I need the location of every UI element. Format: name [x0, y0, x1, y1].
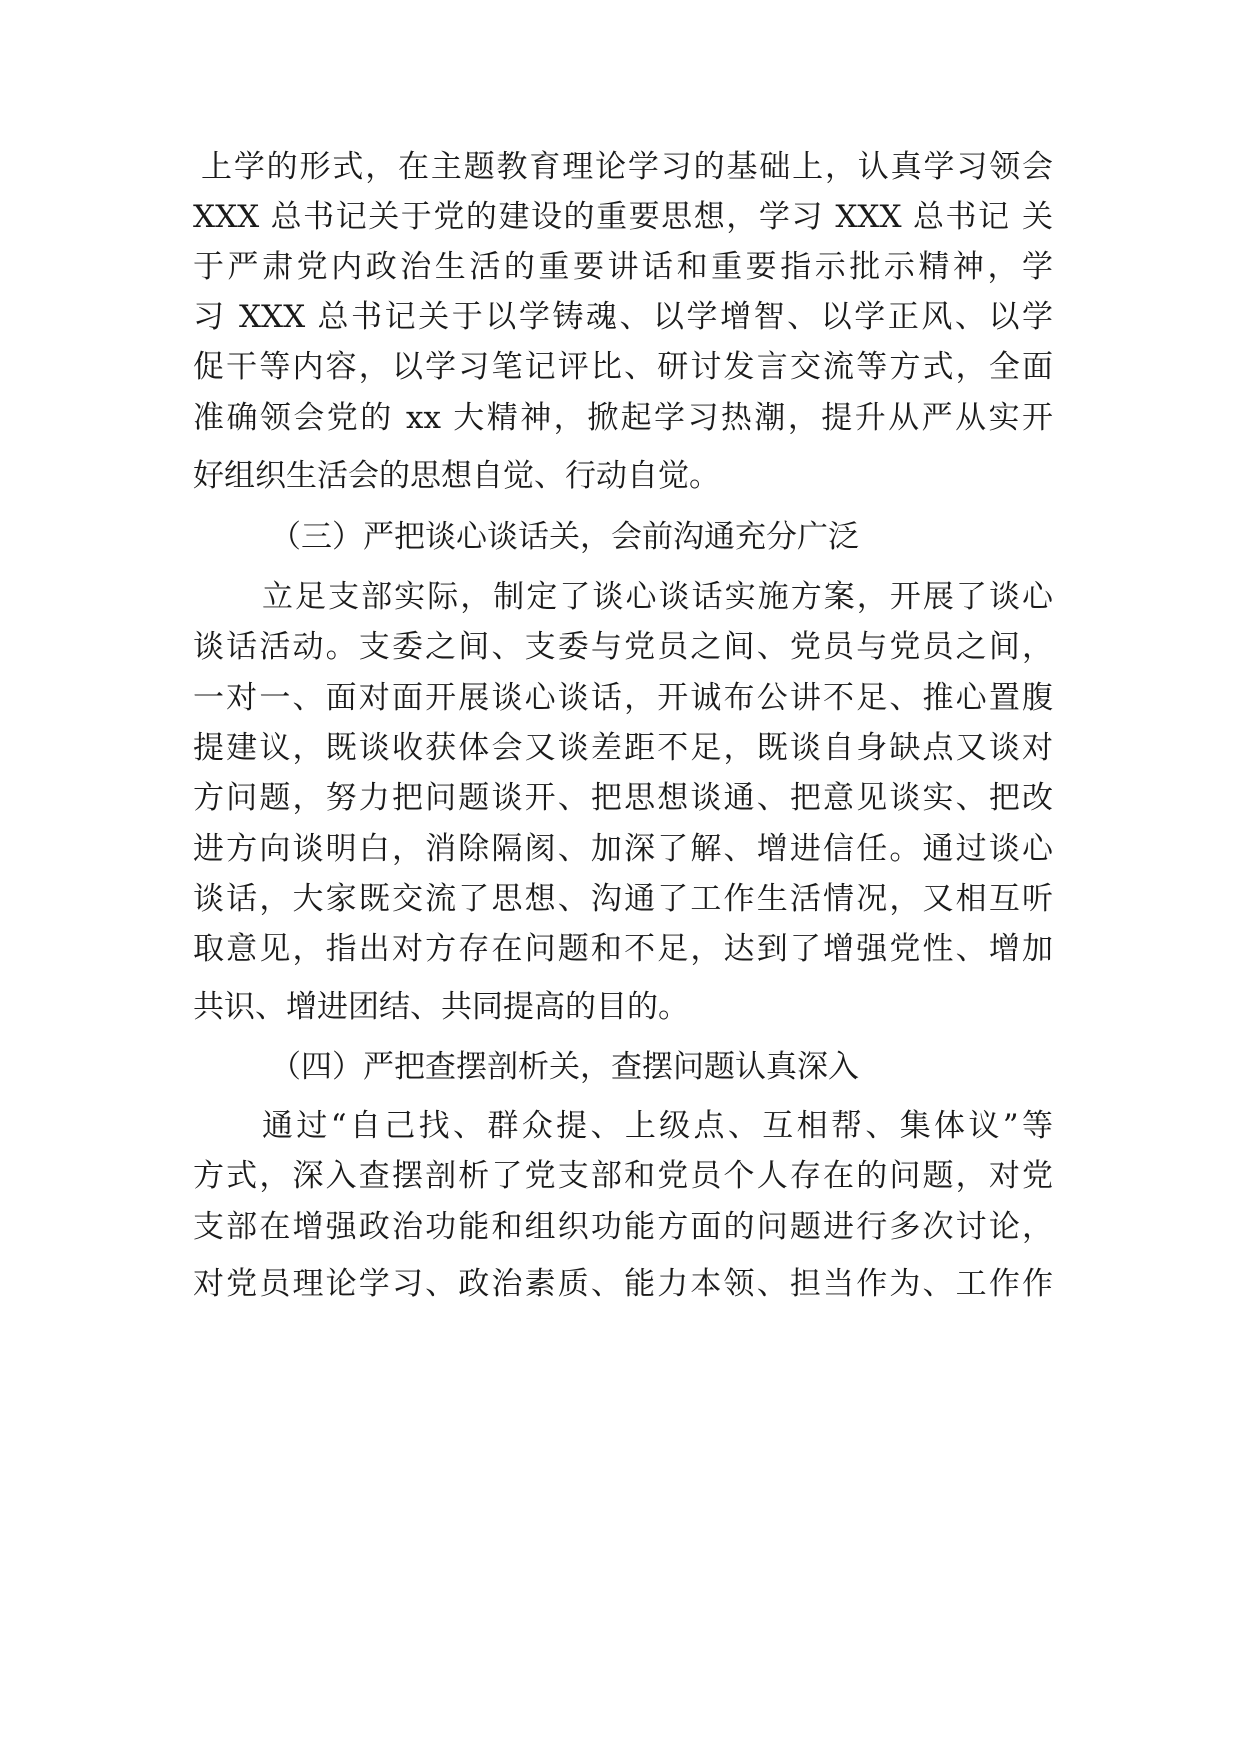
paragraph-1-line-6: 准确领会党的 xx 大精神，掀起学习热潮，提升从严从实开: [193, 400, 1053, 436]
paragraph-1-line-4: 习 XXX 总书记关于以学铸魂、以学增智、以学正风、以学: [193, 299, 1053, 335]
section-heading-3: （三）严把谈心谈话关，会前沟通充分广泛: [270, 519, 859, 555]
paragraph-2-line-2: 谈话活动。支委之间、支委与党员之间、党员与党员之间，: [193, 629, 1053, 665]
paragraph-2-line-1: 立足支部实际，制定了谈心谈话实施方案，开展了谈心: [262, 579, 1053, 615]
paragraph-3-line-1: 通过“自己找、群众提、上级点、互相帮、集体议”等: [262, 1108, 1053, 1144]
paragraph-3-line-4: 对党员理论学习、政治素质、能力本领、担当作为、工作作: [193, 1266, 1053, 1302]
paragraph-2-line-4: 提建议，既谈收获体会又谈差距不足，既谈自身缺点又谈对: [193, 730, 1053, 766]
paragraph-1-line-3: 于严肃党内政治生活的重要讲话和重要指示批示精神，学: [193, 249, 1053, 285]
paragraph-1-line-1: 上学的形式，在主题教育理论学习的基础上，认真学习领会: [201, 149, 1053, 185]
paragraph-2-line-5: 方问题，努力把问题谈开、把思想谈通、把意见谈实、把改: [193, 780, 1053, 816]
paragraph-2-line-7: 谈话，大家既交流了思想、沟通了工作生活情况，又相互听: [193, 881, 1053, 917]
paragraph-1-line-7: 好组织生活会的思想自觉、行动自觉。: [193, 458, 720, 494]
section-heading-4: （四）严把查摆剖析关，查摆问题认真深入: [270, 1049, 859, 1085]
paragraph-1-line-5: 促干等内容，以学习笔记评比、研讨发言交流等方式，全面: [193, 349, 1053, 385]
paragraph-2-line-8: 取意见，指出对方存在问题和不足，达到了增强党性、增加: [193, 931, 1053, 967]
paragraph-1-line-2: XXX 总书记关于党的建设的重要思想，学习 XXX 总书记 关: [193, 199, 1053, 235]
paragraph-2-line-6: 进方向谈明白，消除隔阂、加深了解、增进信任。通过谈心: [193, 831, 1053, 867]
paragraph-2-line-9: 共识、增进团结、共同提高的目的。: [193, 989, 689, 1025]
paragraph-3-line-3: 支部在增强政治功能和组织功能方面的问题进行多次讨论，: [193, 1209, 1053, 1245]
paragraph-3-line-2: 方式，深入查摆剖析了党支部和党员个人存在的问题，对党: [193, 1158, 1053, 1194]
paragraph-2-line-3: 一对一、面对面开展谈心谈话，开诚布公讲不足、推心置腹: [193, 680, 1053, 716]
